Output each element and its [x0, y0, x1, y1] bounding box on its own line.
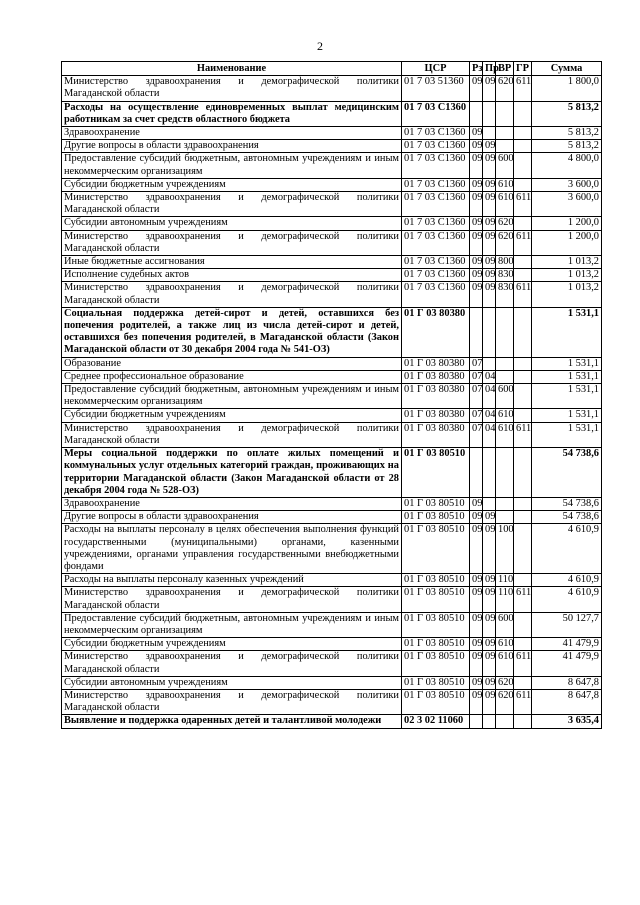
cell-sum: 3 600,0: [532, 192, 602, 217]
cell-vr: [496, 307, 514, 357]
cell-rz: 07: [470, 422, 483, 447]
cell-csr: 01 Г 03 80380: [402, 384, 470, 409]
cell-csr: 01 Г 03 80380: [402, 409, 470, 422]
cell-csr: 01 7 03 С1360: [402, 153, 470, 178]
cell-pr: 09: [483, 651, 496, 676]
cell-pr: 09: [483, 689, 496, 714]
table-row: [62, 127, 602, 140]
column-header-rz: Рз: [470, 62, 483, 76]
cell-vr: 110: [496, 574, 514, 587]
table-row: [62, 651, 602, 676]
cell-csr: 01 7 03 С1360: [402, 101, 470, 126]
cell-sum: 3 635,4: [532, 715, 602, 728]
cell-name: Субсидии бюджетным учреждениям: [62, 638, 402, 651]
cell-rz: 09: [470, 76, 483, 101]
cell-name: Министерство здравоохранения и демографической политики Магаданской области: [62, 282, 402, 307]
cell-csr: 01 7 03 С1360: [402, 140, 470, 153]
table-row: [62, 409, 602, 422]
cell-vr: 600: [496, 153, 514, 178]
cell-gr: [514, 676, 532, 689]
cell-gr: [514, 101, 532, 126]
cell-sum: 1 531,1: [532, 307, 602, 357]
cell-vr: [496, 448, 514, 498]
cell-rz: 09: [470, 217, 483, 230]
cell-rz: 09: [470, 153, 483, 178]
cell-vr: 110: [496, 587, 514, 612]
cell-vr: [496, 715, 514, 728]
cell-pr: 04: [483, 370, 496, 383]
column-header-sum: Сумма: [532, 62, 602, 76]
cell-vr: [496, 357, 514, 370]
cell-pr: [483, 448, 496, 498]
cell-sum: 5 813,2: [532, 101, 602, 126]
table-row: [62, 497, 602, 510]
cell-vr: 610: [496, 422, 514, 447]
column-header-gr: ГР: [514, 62, 532, 76]
cell-gr: 611: [514, 651, 532, 676]
cell-pr: 09: [483, 153, 496, 178]
cell-pr: 09: [483, 230, 496, 255]
cell-csr: 01 Г 03 80510: [402, 651, 470, 676]
cell-rz: 09: [470, 178, 483, 191]
cell-csr: 01 Г 03 80510: [402, 511, 470, 524]
cell-name: Министерство здравоохранения и демографической политики Магаданской области: [62, 76, 402, 101]
cell-csr: 01 7 03 С1360: [402, 282, 470, 307]
table-row: [62, 178, 602, 191]
cell-gr: [514, 715, 532, 728]
cell-csr: 01 Г 03 80510: [402, 574, 470, 587]
cell-rz: 09: [470, 511, 483, 524]
cell-vr: [496, 497, 514, 510]
cell-rz: 07: [470, 384, 483, 409]
table-row: [62, 76, 602, 101]
cell-rz: 09: [470, 256, 483, 269]
cell-gr: [514, 524, 532, 574]
cell-csr: 01 Г 03 80510: [402, 676, 470, 689]
cell-gr: [514, 140, 532, 153]
cell-rz: 07: [470, 357, 483, 370]
table-row: [62, 511, 602, 524]
cell-name: Расходы на осуществление единовременных выплат медицинским работникам за счет средств областного бюджета: [62, 101, 402, 126]
cell-name: Министерство здравоохранения и демографической политики Магаданской области: [62, 587, 402, 612]
cell-gr: [514, 307, 532, 357]
cell-rz: [470, 715, 483, 728]
cell-name: Образование: [62, 357, 402, 370]
cell-sum: 5 813,2: [532, 127, 602, 140]
cell-rz: 09: [470, 269, 483, 282]
cell-sum: 8 647,8: [532, 689, 602, 714]
cell-rz: 09: [470, 497, 483, 510]
cell-vr: 620: [496, 689, 514, 714]
cell-pr: 09: [483, 178, 496, 191]
cell-name: Другие вопросы в области здравоохранения: [62, 140, 402, 153]
cell-csr: 01 7 03 С1360: [402, 217, 470, 230]
cell-pr: [483, 357, 496, 370]
cell-csr: 01 Г 03 80380: [402, 422, 470, 447]
cell-csr: 01 Г 03 80380: [402, 307, 470, 357]
cell-sum: 4 610,9: [532, 524, 602, 574]
cell-sum: 5 813,2: [532, 140, 602, 153]
cell-gr: [514, 511, 532, 524]
cell-csr: 01 Г 03 80380: [402, 357, 470, 370]
column-header-vr: ВР: [496, 62, 514, 76]
cell-csr: 01 Г 03 80510: [402, 524, 470, 574]
cell-sum: 4 610,9: [532, 574, 602, 587]
cell-vr: 830: [496, 269, 514, 282]
cell-vr: 610: [496, 651, 514, 676]
cell-vr: 600: [496, 384, 514, 409]
cell-gr: 611: [514, 192, 532, 217]
cell-gr: [514, 269, 532, 282]
cell-csr: 01 7 03 С1360: [402, 127, 470, 140]
cell-rz: 09: [470, 127, 483, 140]
cell-rz: 09: [470, 676, 483, 689]
cell-sum: 54 738,6: [532, 511, 602, 524]
cell-vr: 610: [496, 638, 514, 651]
cell-rz: 09: [470, 140, 483, 153]
cell-sum: 1 800,0: [532, 76, 602, 101]
cell-pr: 09: [483, 676, 496, 689]
cell-sum: 1 013,2: [532, 269, 602, 282]
cell-gr: 611: [514, 587, 532, 612]
cell-gr: 611: [514, 282, 532, 307]
cell-name: Субсидии бюджетным учреждениям: [62, 409, 402, 422]
cell-vr: [496, 140, 514, 153]
table-row: [62, 192, 602, 217]
cell-sum: 41 479,9: [532, 638, 602, 651]
table-row: [62, 357, 602, 370]
cell-csr: 01 Г 03 80510: [402, 448, 470, 498]
cell-csr: 01 7 03 С1360: [402, 230, 470, 255]
table-row: [62, 140, 602, 153]
column-header-pr: Пр: [483, 62, 496, 76]
cell-vr: 620: [496, 230, 514, 255]
cell-vr: [496, 370, 514, 383]
cell-gr: [514, 638, 532, 651]
cell-name: Министерство здравоохранения и демографической политики Магаданской области: [62, 651, 402, 676]
cell-gr: [514, 256, 532, 269]
cell-csr: 01 Г 03 80510: [402, 587, 470, 612]
cell-rz: 09: [470, 587, 483, 612]
table-row: [62, 101, 602, 126]
cell-rz: 07: [470, 370, 483, 383]
cell-sum: 4 610,9: [532, 587, 602, 612]
column-header-csr: ЦСР: [402, 62, 470, 76]
cell-sum: 3 600,0: [532, 178, 602, 191]
cell-rz: 07: [470, 409, 483, 422]
cell-name: Министерство здравоохранения и демографической политики Магаданской области: [62, 689, 402, 714]
cell-vr: 800: [496, 256, 514, 269]
cell-vr: 610: [496, 192, 514, 217]
cell-name: Выявление и поддержка одаренных детей и талантливой молодежи: [62, 715, 402, 728]
cell-pr: [483, 715, 496, 728]
cell-sum: 1 013,2: [532, 256, 602, 269]
cell-gr: [514, 448, 532, 498]
cell-name: Иные бюджетные ассигнования: [62, 256, 402, 269]
cell-csr: 02 3 02 11060: [402, 715, 470, 728]
cell-sum: 1 200,0: [532, 230, 602, 255]
budget-table: [61, 61, 602, 729]
cell-csr: 01 Г 03 80510: [402, 638, 470, 651]
cell-name: Расходы на выплаты персоналу в целях обеспечения выполнения функций государственными (муниципальными) органами, казенными учреждениями, органами управления государственными внебюджетными фондами: [62, 524, 402, 574]
cell-name: Здравоохранение: [62, 497, 402, 510]
cell-gr: [514, 357, 532, 370]
cell-name: Другие вопросы в области здравоохранения: [62, 511, 402, 524]
cell-vr: [496, 127, 514, 140]
cell-name: Исполнение судебных актов: [62, 269, 402, 282]
cell-name: Министерство здравоохранения и демографической политики Магаданской области: [62, 422, 402, 447]
cell-gr: [514, 370, 532, 383]
cell-gr: [514, 384, 532, 409]
cell-rz: [470, 448, 483, 498]
cell-sum: 1 200,0: [532, 217, 602, 230]
cell-csr: 01 Г 03 80510: [402, 689, 470, 714]
cell-sum: 1 531,1: [532, 422, 602, 447]
cell-pr: 09: [483, 269, 496, 282]
cell-vr: 610: [496, 178, 514, 191]
cell-pr: 09: [483, 256, 496, 269]
cell-sum: 1 531,1: [532, 384, 602, 409]
cell-name: Субсидии автономным учреждениям: [62, 676, 402, 689]
cell-gr: [514, 574, 532, 587]
cell-pr: 09: [483, 574, 496, 587]
cell-rz: 09: [470, 689, 483, 714]
cell-csr: 01 7 03 С1360: [402, 256, 470, 269]
table-row: [62, 676, 602, 689]
table-row: [62, 574, 602, 587]
cell-pr: 09: [483, 140, 496, 153]
cell-name: Предоставление субсидий бюджетным, автономным учреждениям и иным некоммерческим организациям: [62, 384, 402, 409]
cell-gr: 611: [514, 230, 532, 255]
cell-name: Министерство здравоохранения и демографической политики Магаданской области: [62, 230, 402, 255]
table-row: [62, 715, 602, 728]
table-row: [62, 587, 602, 612]
cell-gr: 611: [514, 76, 532, 101]
cell-name: Здравоохранение: [62, 127, 402, 140]
table-body: [62, 76, 602, 728]
cell-pr: 09: [483, 217, 496, 230]
table-row: [62, 153, 602, 178]
cell-name: Среднее профессиональное образование: [62, 370, 402, 383]
cell-sum: 41 479,9: [532, 651, 602, 676]
cell-vr: 600: [496, 612, 514, 637]
cell-sum: 54 738,6: [532, 497, 602, 510]
cell-pr: 04: [483, 409, 496, 422]
cell-vr: 620: [496, 76, 514, 101]
table-header-row: [62, 62, 602, 76]
cell-csr: 01 7 03 С1360: [402, 178, 470, 191]
table-row: [62, 282, 602, 307]
cell-pr: [483, 101, 496, 126]
cell-pr: 09: [483, 587, 496, 612]
cell-name: Министерство здравоохранения и демографической политики Магаданской области: [62, 192, 402, 217]
cell-sum: 1 013,2: [532, 282, 602, 307]
cell-sum: 4 800,0: [532, 153, 602, 178]
cell-rz: 09: [470, 282, 483, 307]
table-row: [62, 384, 602, 409]
page-number: 2: [317, 39, 323, 53]
cell-sum: 1 531,1: [532, 409, 602, 422]
cell-sum: 1 531,1: [532, 370, 602, 383]
cell-rz: [470, 101, 483, 126]
cell-vr: 610: [496, 409, 514, 422]
cell-name: Меры социальной поддержки по оплате жилых помещений и коммунальных услуг отдельных категорий граждан, проживающих на территории Магаданской области (Закон Магаданской области от 28 декабря 2004 года № 528-ОЗ): [62, 448, 402, 498]
cell-vr: 620: [496, 217, 514, 230]
cell-pr: 09: [483, 282, 496, 307]
cell-rz: 09: [470, 638, 483, 651]
cell-rz: 09: [470, 574, 483, 587]
cell-pr: 04: [483, 384, 496, 409]
table-row: [62, 217, 602, 230]
table-row: [62, 230, 602, 255]
cell-gr: [514, 497, 532, 510]
cell-gr: [514, 153, 532, 178]
cell-rz: 09: [470, 524, 483, 574]
cell-sum: 8 647,8: [532, 676, 602, 689]
cell-name: Социальная поддержка детей-сирот и детей, оставшихся без попечения родителей, а также лиц из числа детей-сирот и детей, оставшихся без попечения родителей, в Магаданской области (Закон Магаданской области от 30 декабря 2004 года № 541-ОЗ): [62, 307, 402, 357]
table-row: [62, 689, 602, 714]
cell-csr: 01 7 03 51360: [402, 76, 470, 101]
table-row: [62, 256, 602, 269]
cell-pr: 09: [483, 511, 496, 524]
cell-pr: [483, 307, 496, 357]
cell-sum: 1 531,1: [532, 357, 602, 370]
cell-vr: 100: [496, 524, 514, 574]
cell-sum: 54 738,6: [532, 448, 602, 498]
cell-vr: 830: [496, 282, 514, 307]
cell-pr: 09: [483, 638, 496, 651]
cell-csr: 01 Г 03 80510: [402, 612, 470, 637]
cell-rz: 09: [470, 651, 483, 676]
table-row: [62, 448, 602, 498]
table-row: [62, 612, 602, 637]
cell-csr: 01 Г 03 80380: [402, 370, 470, 383]
cell-pr: [483, 127, 496, 140]
cell-rz: 09: [470, 612, 483, 637]
cell-gr: [514, 178, 532, 191]
cell-vr: [496, 101, 514, 126]
cell-gr: [514, 409, 532, 422]
cell-name: Субсидии автономным учреждениям: [62, 217, 402, 230]
table-row: [62, 524, 602, 574]
table-row: [62, 638, 602, 651]
cell-csr: 01 7 03 С1360: [402, 269, 470, 282]
cell-pr: 09: [483, 524, 496, 574]
cell-sum: 50 127,7: [532, 612, 602, 637]
cell-gr: [514, 612, 532, 637]
table-row: [62, 307, 602, 357]
cell-csr: 01 Г 03 80510: [402, 497, 470, 510]
cell-pr: [483, 497, 496, 510]
column-header-name: Наименование: [62, 62, 402, 76]
table-row: [62, 370, 602, 383]
cell-pr: 09: [483, 76, 496, 101]
cell-rz: [470, 307, 483, 357]
cell-gr: 611: [514, 689, 532, 714]
cell-name: Расходы на выплаты персоналу казенных учреждений: [62, 574, 402, 587]
cell-pr: 04: [483, 422, 496, 447]
cell-gr: 611: [514, 422, 532, 447]
cell-gr: [514, 127, 532, 140]
table-row: [62, 422, 602, 447]
cell-name: Предоставление субсидий бюджетным, автономным учреждениям и иным некоммерческим организациям: [62, 612, 402, 637]
cell-vr: 620: [496, 676, 514, 689]
table-row: [62, 269, 602, 282]
cell-name: Субсидии бюджетным учреждениям: [62, 178, 402, 191]
cell-rz: 09: [470, 230, 483, 255]
cell-pr: 09: [483, 612, 496, 637]
cell-pr: 09: [483, 192, 496, 217]
cell-name: Предоставление субсидий бюджетным, автономным учреждениям и иным некоммерческим организациям: [62, 153, 402, 178]
cell-gr: [514, 217, 532, 230]
cell-rz: 09: [470, 192, 483, 217]
cell-vr: [496, 511, 514, 524]
cell-csr: 01 7 03 С1360: [402, 192, 470, 217]
